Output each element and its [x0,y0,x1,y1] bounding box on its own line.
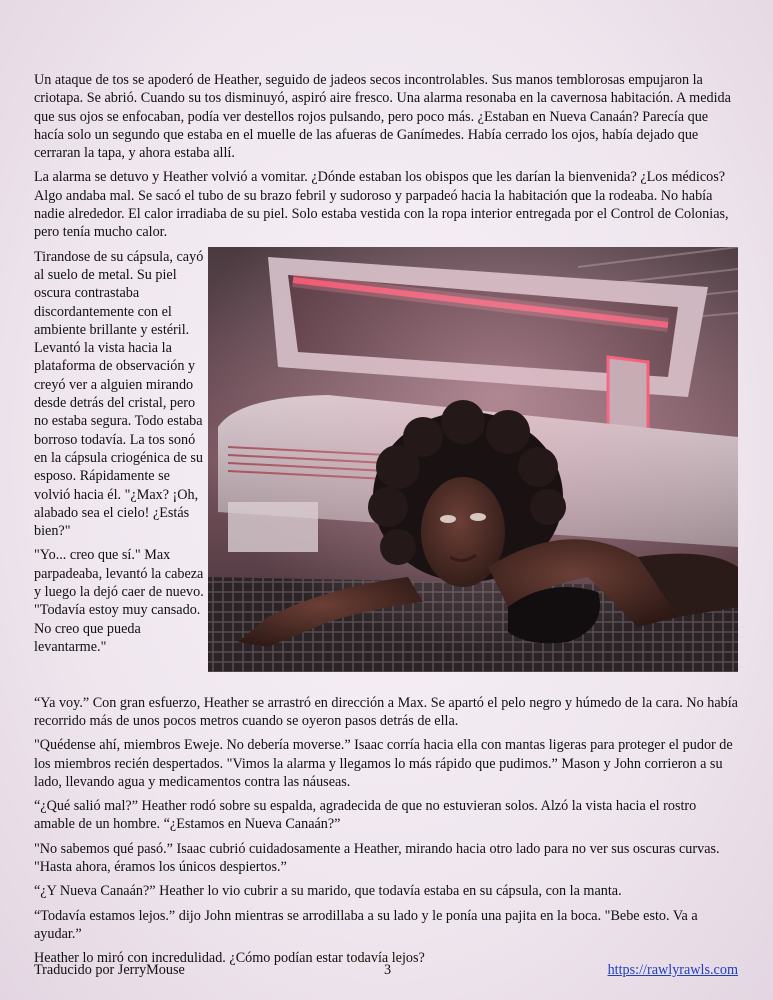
cryo-scene-image [208,247,738,672]
paragraph: Heather lo miró con incredulidad. ¿Cómo podían estar todavía lejos? [34,950,425,967]
paragraph: La alarma se detuvo y Heather volvió a vomitar. ¿Dónde estaban los obispos que les darían la bienvenida? ¿Los médicos? Algo andaba mal. Se sacó el tubo de su brazo febril y sudoroso y parpadeó hacia la habitación que la rodeaba. No había nadie alrededor. El calor irradiaba de su piel. Solo estaba vestida con la ropa interior entregada por el Control de Colonias, pero tenía mucho calor. [34,169,729,241]
text-with-illustration [34,248,740,690]
paragraph: “¿Qué salió mal?” Heather rodó sobre su espalda, agradecida de que no estuvieran solos. Alzó la vista hacia el rostro amable de un hombre. “¿Estamos en Nueva Canaán?” [34,798,697,833]
translator-credit: Traducido por JerryMouse [34,962,185,978]
page-footer [34,962,738,980]
paragraph: "Quédense ahí, miembros Eweje. No debería moverse.” Isaac corría hacia ella con mantas ligeras para proteger el pudor de los miembros recién despertados. "Vimos la alarma y llegamos lo más rápido que pudimos.” Mason y John corrieron a su lado, llevando agua y medicamentos contra las náuseas. [34,737,733,790]
page-number: 3 [384,962,392,978]
paragraph: “Todavía estamos lejos.” dijo John mientras se arrodillaba a su lado y le ponía una pajita en la boca. "Bebe esto. Va a ayudar.” [34,907,698,942]
paragraph: “Ya voy.” Con gran esfuerzo, Heather se arrastró en dirección a Max. Se apartó el pelo negro y húmedo de la cara. No había recorrido más de unos pocos metros cuando se oyeron pasos detrás de ella. [34,694,738,729]
side-column [34,248,204,663]
website-link[interactable]: https://rawlyrawls.com [607,962,738,978]
paragraph: “¿Y Nueva Canaán?” Heather lo vio cubrir a su marido, que todavía estaba en su cápsula, con la manta. [34,883,622,900]
illustration-cryo-chamber [208,247,738,672]
paragraph: "Yo... creo que sí." Max parpadeaba, levantó la cabeza y luego la dejó caer de nuevo. "Todavía estoy muy cansado. No creo que pueda levantarme." [34,547,204,655]
page-body [34,71,740,974]
paragraph: "No sabemos qué pasó.” Isaac cubrió cuidadosamente a Heather, mirando hacia otro lado para no ver sus oscuras curvas. "Hasta ahora, éramos los únicos despiertos.” [34,840,720,876]
paragraph: Un ataque de tos se apoderó de Heather, seguido de jadeos secos incontrolables. Sus manos temblorosas empujaron la criotapa. Se abrió. Cuando su tos disminuyó, aspiró aire fresco. Una alarma resonaba en la cavernosa habitación. A medida que sus ojos se enfocaban, podía ver destellos rojos pulsando, pero poco más. ¿Estaban en Nueva Canaán? Parecía que hacía solo un segundo que estaba en el muelle de las afueras de Ganímedes. Había cerrado los ojos, había dejado que cerraran la tapa, y ahora estaba allí. [34,72,731,162]
paragraph: Tirandose de su cápsula, cayó al suelo de metal. Su piel oscura contrastaba discordantemente con el ambiente brillante y estéril. Levantó la vista hacia la plataforma de observación y creyó ver a alguien mirando desde detrás del cristal, pero no estaba segura. Todo estaba borroso todavía. La tos sonó en la cápsula criogénica de su esposo. Rápidamente se volvió hacia él. "¿Max? ¡Oh, alabado sea el cielo! ¿Estás bien?" [34,248,204,540]
